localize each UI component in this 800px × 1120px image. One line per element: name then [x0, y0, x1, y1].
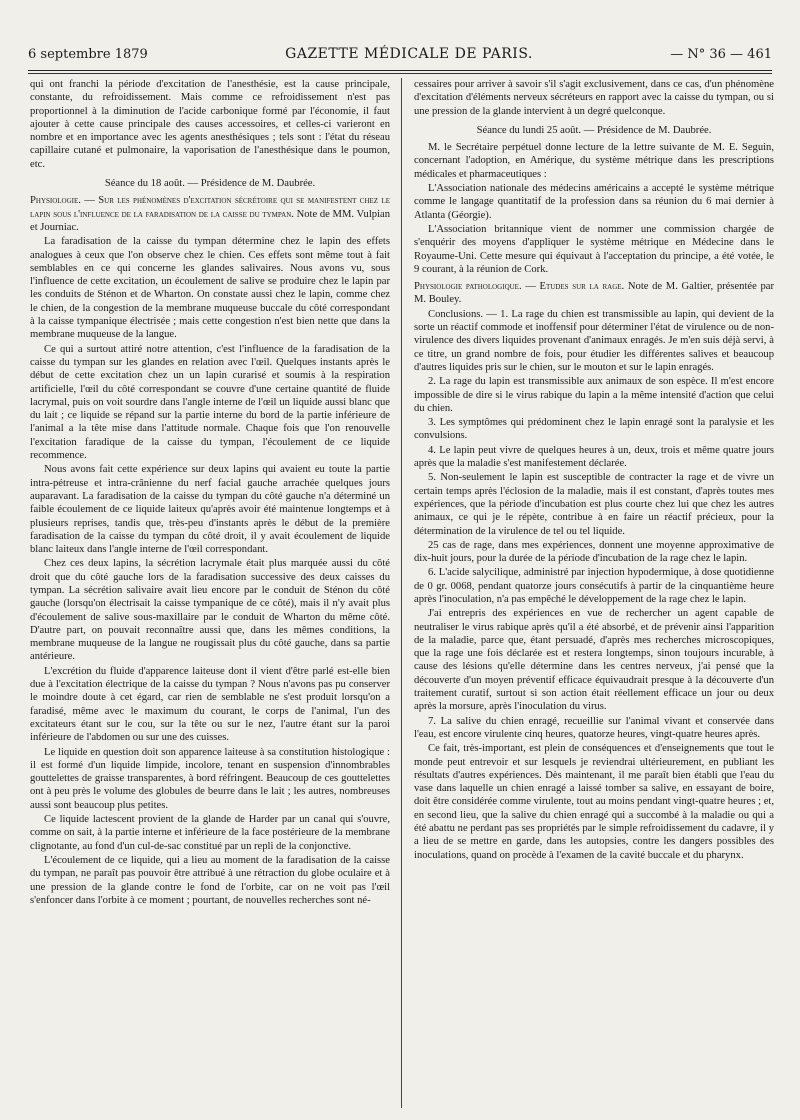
paragraph: Le liquide en question doit son apparence laiteuse à sa constitution histologique : il est formé d'un liquide limpide, incolore, tenant en suspension d'innombrables gouttelettes de graisse transparentes, à bord réfringent. Beaucoup de ces gouttelettes ont à peu près le volume des globules de beurre dans le lait ; les autres, nombreuses aussi sont beaucoup plus petites.	[30, 746, 390, 811]
paragraph: 2. La rage du lapin est transmissible aux animaux de son espèce. Il m'est encore impossible de dire si le virus rabique du lapin a la même intensité d'action que celui du chien.	[414, 376, 774, 414]
article-authors: Note de MM. Vulpian et Journiac.	[30, 208, 390, 233]
right-column	[414, 78, 774, 1108]
page-header	[28, 46, 772, 68]
header-issue: — N° 36 — 461	[670, 47, 772, 62]
article-heading	[414, 280, 774, 307]
session-heading: Séance du 18 août. — Présidence de M. Daubrée.	[104, 178, 316, 190]
paragraph: Conclusions. — 1. La rage du chien est transmissible au lapin, qui devient de la sorte un réactif commode et inoffensif pour déterminer l'état de virulence ou de non-virulence des divers liquides provenant d'animaux enragés. Je m'en suis déjà servi, à ce titre, un grand nombre de fois, pour étudier les différentes salives et beaucoup d'autres liquides pris sur le chien, sur le mouton et sur le lapin enragés.	[414, 308, 774, 373]
paragraph: M. le Secrétaire perpétuel donne lecture de la lettre suivante de M. E. Seguin, concernant l'adoption, en Amérique, du système métrique dans les prescriptions médicales et pharmaceutiques :	[414, 142, 774, 180]
paragraph: 5. Non-seulement le lapin est susceptible de contracter la rage et de vivre un certain temps après l'éclosion de la maladie, mais il est constant, d'après toutes mes expériences, que la période d'incubation est plus courte chez lui que chez les autres animaux, ce qui je le répète, contribue à en faire un réactif précieux, pour la détermination de la virulence de tel ou tel liquide.	[414, 472, 774, 537]
paragraph: J'ai entrepris des expériences en vue de rechercher un agent capable de neutraliser le virus rabique après qu'il a été absorbé, et de prévenir ainsi l'apparition de la maladie, parce que, étant persuadé, d'après mes recherches microscopiques, que la rage une fois déclarée est et restera longtemps, sinon toujours incurable, à cause des lésions qu'elle détermine dans les centres nerveux, j'ai pensé que la découverte d'un moyen préventif efficace équivaudrait presque à la découverte d'un traitement curatif, surtout si son action était réellement efficace un jour ou deux après la morsure, après l'inoculation du virus.	[414, 608, 774, 713]
paragraph: 6. L'acide salycilique, administré par injection hypodermique, à dose quotidienne de 0 gr. 0068, pendant quatorze jours consécutifs à partir de la cinquantième heure après l'inoculation, n'a pas empêché le développement de la rage chez le lapin.	[414, 567, 774, 605]
left-column	[30, 78, 390, 1108]
article-title: Physiologie. — Sur les phénomènes d'excitation sécrétoire qui se manifestent chez le lapin sous l'influence de la faradisation de la caisse du tympan.	[30, 195, 390, 220]
paragraph: 4. Le lapin peut vivre de quelques heures à un, deux, trois et même quatre jours après que la maladie s'est manifestement déclarée.	[414, 444, 774, 470]
paragraph: Chez ces deux lapins, la sécrétion lacrymale était plus marquée aussi du côté droit que du côté gauche lors de la faradisation successive des deux caisses du tympan. La sécrétion salivaire avait lieu encore par le conduit de Sténon du côté gauche (lorsqu'on électrisait la caisse tympanique de ce côté), mais il n'y avait plus d'écoulement de salive sous-maxillaire par le conduit de Wharton du même côté. D'autre part, on pouvait reconnaître aussi que, dans les mêmes conditions, la membrane muqueuse de la langue ne rougissait plus du côté gauche, dans sa partie antérieure.	[30, 558, 390, 663]
article-heading	[30, 194, 390, 234]
article-title: Physiologie pathologique. — Etudes sur la rage.	[414, 281, 625, 293]
paragraph: 25 cas de rage, dans mes expériences, donnent une moyenne approximative de dix-huit jours, pour la durée de la période d'incubation de la rage chez le lapin.	[414, 539, 774, 565]
paragraph: Ce qui a surtout attiré notre attention, c'est l'influence de la faradisation de la caisse du tympan sur les glandes en relation avec l'œil. Quelques instants après le début de cette excitation chez un un lapin curarisé et soumis à la respiration artificielle, l'œil du côté correspondant se couvre d'une certaine quantité de fluide lacrymal, puis on voit sourdre dans l'angle interne de l'œil un liquide aussi blanc que du lait ; ce liquide se répand sur la partie interne du bord de la partie inférieure de l'animal a la tête mise dans l'attitude normale. Chaque fois que l'on renouvelle l'excitation faradique de la caisse du tympan, l'écoulement de ce liquide recommence.	[30, 343, 390, 462]
header-title: GAZETTE MÉDICALE DE PARIS.	[285, 46, 533, 62]
paragraph: Ce liquide lactescent provient de la glande de Harder par un canal qui s'ouvre, comme on sait, à la partie interne et inférieure de la face postérieure de la membrane clignotante, au fond d'un cul-de-sac constitué par un repli de la conjonctive.	[30, 814, 390, 852]
session-heading: Séance du lundi 25 août. — Présidence de M. Daubrée.	[476, 124, 712, 136]
header-rule	[28, 70, 772, 71]
paragraph: cessaires pour arriver à savoir s'il s'agit exclusivement, dans ce cas, d'un phénomène d'excitation d'éléments nerveux sécréteurs en rapport avec la caisse du tympan, ou si une pression de la glande intervient à un degré quelconque.	[414, 79, 774, 117]
paragraph: L'écoulement de ce liquide, qui a lieu au moment de la faradisation de la caisse du tympan, ne paraît pas pouvoir être attribué à une rétraction du globe oculaire et à une pression de la glande contre le fond de l'orbite, car on ne voit pas l'œil s'enfoncer dans l'orbite à ce moment ; pourtant, de nouvelles recherches sont né-	[30, 854, 390, 906]
paragraph: 3. Les symptômes qui prédominent chez le lapin enragé sont la paralysie et les convulsions.	[414, 417, 774, 442]
column-divider	[401, 78, 402, 1108]
article-authors: Note de M. Galtier, présentée par M. Bouley.	[414, 281, 774, 306]
paragraph: La faradisation de la caisse du tympan détermine chez le lapin des effets analogues à ceux que l'on observe chez le chien. Ces effets sont même tout à fait semblables en ce qui concerne les glandes salivaires. Nous avons vu, sous l'influence de cette excitation, un écoulement de salive se produire chez le lapin par les conduits de Sténon et de Wharton. On constate aussi chez le lapin, comme chez le chien, de la congestion de la membrane muqueuse buccale du côté correspondant à la caisse tympanique électrisée ; mais cette congestion n'est bien nette que dans la membrane muqueuse de la langue.	[30, 236, 390, 341]
paragraph: qui ont franchi la période d'excitation de l'anesthésie, est la cause principale, constante, du refroidissement. Mais comme ce refroidissement n'est pas proportionnel à la diminution de l'acide carbonique formé par l'économie, il faut ajouter à cette cause principale des causes accessoires, et celles-ci varieront en nombre et en importance avec les agents anesthésiques ; tels sont : l'état du réseau capillaire cutané et pulmonaire, la vaporisation de l'anesthésique dans le poumon, etc.	[30, 79, 390, 170]
header-rule-thin	[28, 73, 772, 74]
paragraph: L'Association nationale des médecins américains a accepté le système métrique comme le langage quantitatif de la profession dans sa réunion du 6 mai dernier à Atlanta (Géorgie).	[414, 183, 774, 221]
paragraph: Ce fait, très-important, est plein de conséquences et d'enseignements que tout le monde peut entrevoir et sur lesquels je reviendrai ultérieurement, en publiant les résultats d'autres expériences. Dès maintenant, il me paraît bien établi que l'eau du vase dans laquelle un chien enragé a laissé tomber sa salive, en essayant de boire, doit être considérée comme virulente, tout au moins pendant vingt-quatre heures ; et, en second lieu, que la salive du chien enragé qui a succombé à la maladie ou qui a été abattu ne perdant pas ses propriétés par le simple refroidissement du cadavre, il y a lieu de se mettre en garde, dans les autopsies, contre les dangers possibles des inoculations, quand on procède à l'examen de la cavité buccale et du pharynx.	[414, 743, 774, 861]
header-date: 6 septembre 1879	[28, 47, 148, 62]
paragraph: L'Association britannique vient de nommer une commission chargée de s'enquérir des moyens d'appliquer le système métrique en Médecine dans le Royaume-Uni. Cette mesure qui équivaut à l'acceptation du principe, a été votée, le 9 courant, à la réunion de Cork.	[414, 223, 774, 275]
paragraph: 7. La salive du chien enragé, recueillie sur l'animal vivant et conservée dans l'eau, est encore virulente cinq heures, quatorze heures, vingt-quatre heures après.	[414, 715, 774, 740]
paragraph: L'excrétion du fluide d'apparence laiteuse dont il vient d'être parlé est-elle bien due à l'excitation électrique de la caisse du tympan ? Nous n'avons pas pu conserver le moindre doute à cet égard, car rien de semblable ne s'est produit lorsqu'on a faradisé, même avec le maximum du courant, le corps de l'animal, l'un des excitateurs étant sur le cou, sur la tête ou sur le nez, l'autre étant sur la paroi inférieure de l'abdomen ou sur une des cuisses.	[30, 665, 390, 744]
paragraph: Nous avons fait cette expérience sur deux lapins qui avaient eu toute la partie intra-pétreuse et intra-crânienne du nerf facial gauche arrachée quelques jours auparavant. La faradisation de la caisse du tympan du côté gauche n'a déterminé un faible écoulement de ce liquide laiteux qu'après avoir été maintenue longtemps et à plusieurs reprises, tandis que, très-peu d'instants après le début de la première faradisation de la caisse du tympan du côté droit, il y avait écoulement de liquide blanc laiteux dans l'angle interne de l'œil correspondant.	[30, 464, 390, 556]
